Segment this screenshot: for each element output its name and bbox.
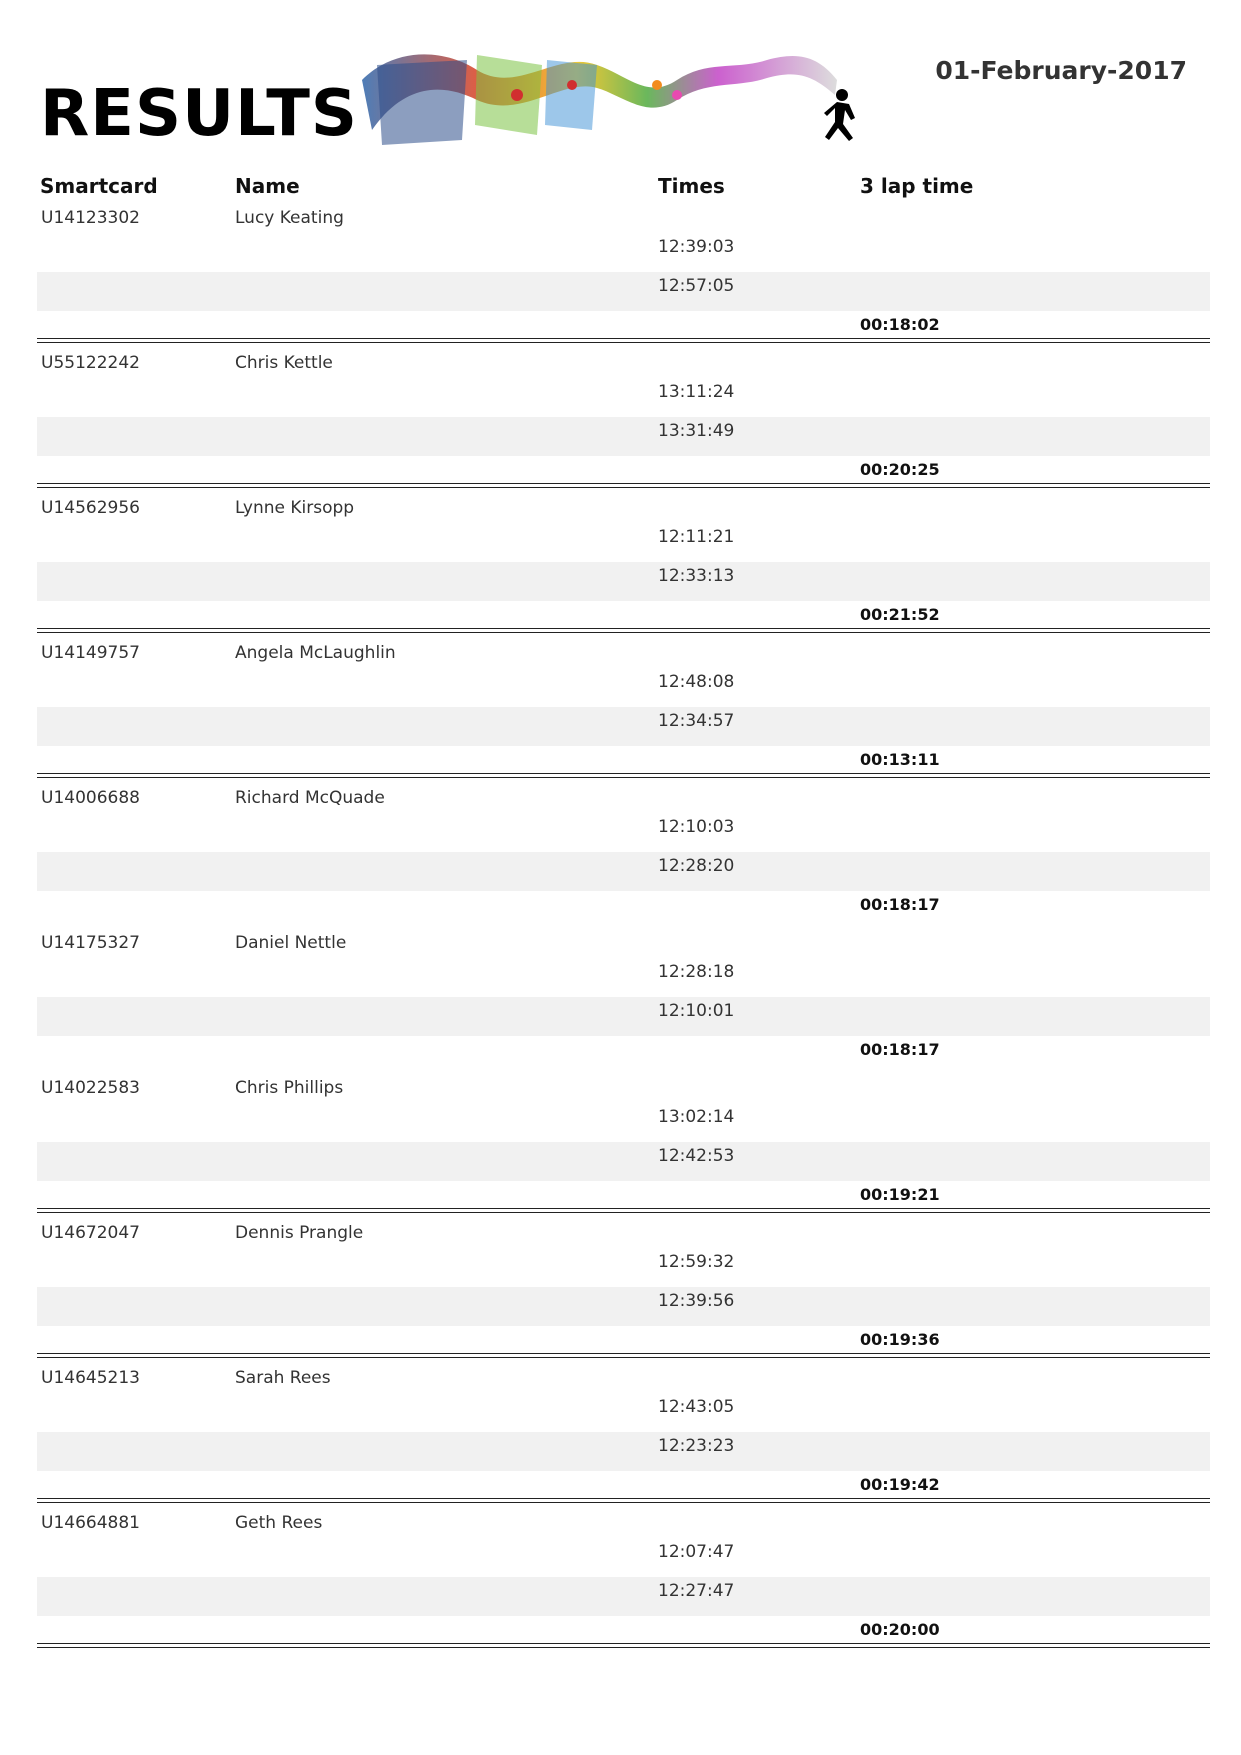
result-entry <box>37 635 1210 780</box>
lap-time: 00:18:17 <box>860 895 940 914</box>
smartcard-id: U14672047 <box>41 1223 140 1243</box>
finish-time: 12:57:05 <box>658 276 735 296</box>
lap-time: 00:18:17 <box>860 1040 940 1059</box>
runner-name: Daniel Nettle <box>235 933 347 953</box>
smartcard-id: U14149757 <box>41 643 140 663</box>
start-time: 12:43:05 <box>658 1397 735 1417</box>
smartcard-id: U14123302 <box>41 208 140 228</box>
banner-image <box>357 40 887 170</box>
finish-time: 12:34:57 <box>658 711 735 731</box>
result-entry <box>37 1505 1210 1650</box>
double-rule-divider <box>37 773 1210 778</box>
finish-time: 12:23:23 <box>658 1436 735 1456</box>
double-rule-divider <box>37 483 1210 488</box>
result-entry <box>37 1070 1210 1215</box>
runner-name: Lucy Keating <box>235 208 344 228</box>
double-rule-divider <box>37 1498 1210 1503</box>
lap-time: 00:19:42 <box>860 1475 940 1494</box>
result-entry <box>37 345 1210 490</box>
row-shading <box>37 1142 1210 1181</box>
row-shading <box>37 852 1210 891</box>
start-time: 13:11:24 <box>658 382 735 402</box>
page-title: RESULTS <box>40 77 358 151</box>
runner-name: Dennis Prangle <box>235 1223 364 1243</box>
start-time: 12:11:21 <box>658 527 735 547</box>
start-time: 12:28:18 <box>658 962 735 982</box>
start-time: 12:10:03 <box>658 817 735 837</box>
lap-time: 00:19:21 <box>860 1185 940 1204</box>
column-header-smartcard: Smartcard <box>40 174 158 198</box>
runner-name: Chris Kettle <box>235 353 333 373</box>
row-shading <box>37 1432 1210 1471</box>
runner-name: Lynne Kirsopp <box>235 498 355 518</box>
runner-name: Chris Phillips <box>235 1078 344 1098</box>
smartcard-id: U55122242 <box>41 353 140 373</box>
column-header-name: Name <box>235 174 300 198</box>
result-entry <box>37 200 1210 345</box>
double-rule-divider <box>37 628 1210 633</box>
start-time: 12:07:47 <box>658 1542 735 1562</box>
runner-icon <box>824 89 855 141</box>
column-header-lap-time: 3 lap time <box>860 174 974 198</box>
runner-name: Angela McLaughlin <box>235 643 396 663</box>
finish-time: 12:42:53 <box>658 1146 735 1166</box>
lap-time: 00:20:25 <box>860 460 940 479</box>
runner-name: Richard McQuade <box>235 788 385 808</box>
result-entry <box>37 1215 1210 1360</box>
runner-name: Sarah Rees <box>235 1368 331 1388</box>
lap-time: 00:13:11 <box>860 750 940 769</box>
finish-time: 12:10:01 <box>658 1001 735 1021</box>
smartcard-id: U14664881 <box>41 1513 140 1533</box>
start-time: 13:02:14 <box>658 1107 735 1127</box>
column-header-times: Times <box>658 174 725 198</box>
result-entry <box>37 925 1210 1070</box>
result-entry <box>37 1360 1210 1505</box>
row-shading <box>37 1577 1210 1616</box>
finish-time: 12:28:20 <box>658 856 735 876</box>
double-rule-divider <box>37 338 1210 343</box>
lap-time: 00:21:52 <box>860 605 940 624</box>
row-shading <box>37 707 1210 746</box>
smartcard-id: U14562956 <box>41 498 140 518</box>
start-time: 12:59:32 <box>658 1252 735 1272</box>
row-shading <box>37 562 1210 601</box>
result-entry <box>37 780 1210 925</box>
row-shading <box>37 1287 1210 1326</box>
results-list <box>37 200 1210 1650</box>
row-shading <box>37 272 1210 311</box>
smartcard-id: U14175327 <box>41 933 140 953</box>
lap-time: 00:19:36 <box>860 1330 940 1349</box>
double-rule-divider <box>37 1208 1210 1213</box>
start-time: 12:39:03 <box>658 237 735 257</box>
row-shading <box>37 997 1210 1036</box>
lap-time: 00:20:00 <box>860 1620 940 1639</box>
smartcard-id: U14006688 <box>41 788 140 808</box>
runner-name: Geth Rees <box>235 1513 323 1533</box>
result-entry <box>37 490 1210 635</box>
report-date: 01-February-2017 <box>935 56 1187 85</box>
finish-time: 12:27:47 <box>658 1581 735 1601</box>
double-rule-divider <box>37 1353 1210 1358</box>
smartcard-id: U14022583 <box>41 1078 140 1098</box>
finish-time: 12:33:13 <box>658 566 735 586</box>
double-rule-divider <box>37 1643 1210 1648</box>
finish-time: 12:39:56 <box>658 1291 735 1311</box>
lap-time: 00:18:02 <box>860 315 940 334</box>
smartcard-id: U14645213 <box>41 1368 140 1388</box>
row-shading <box>37 417 1210 456</box>
start-time: 12:48:08 <box>658 672 735 692</box>
finish-time: 13:31:49 <box>658 421 735 441</box>
